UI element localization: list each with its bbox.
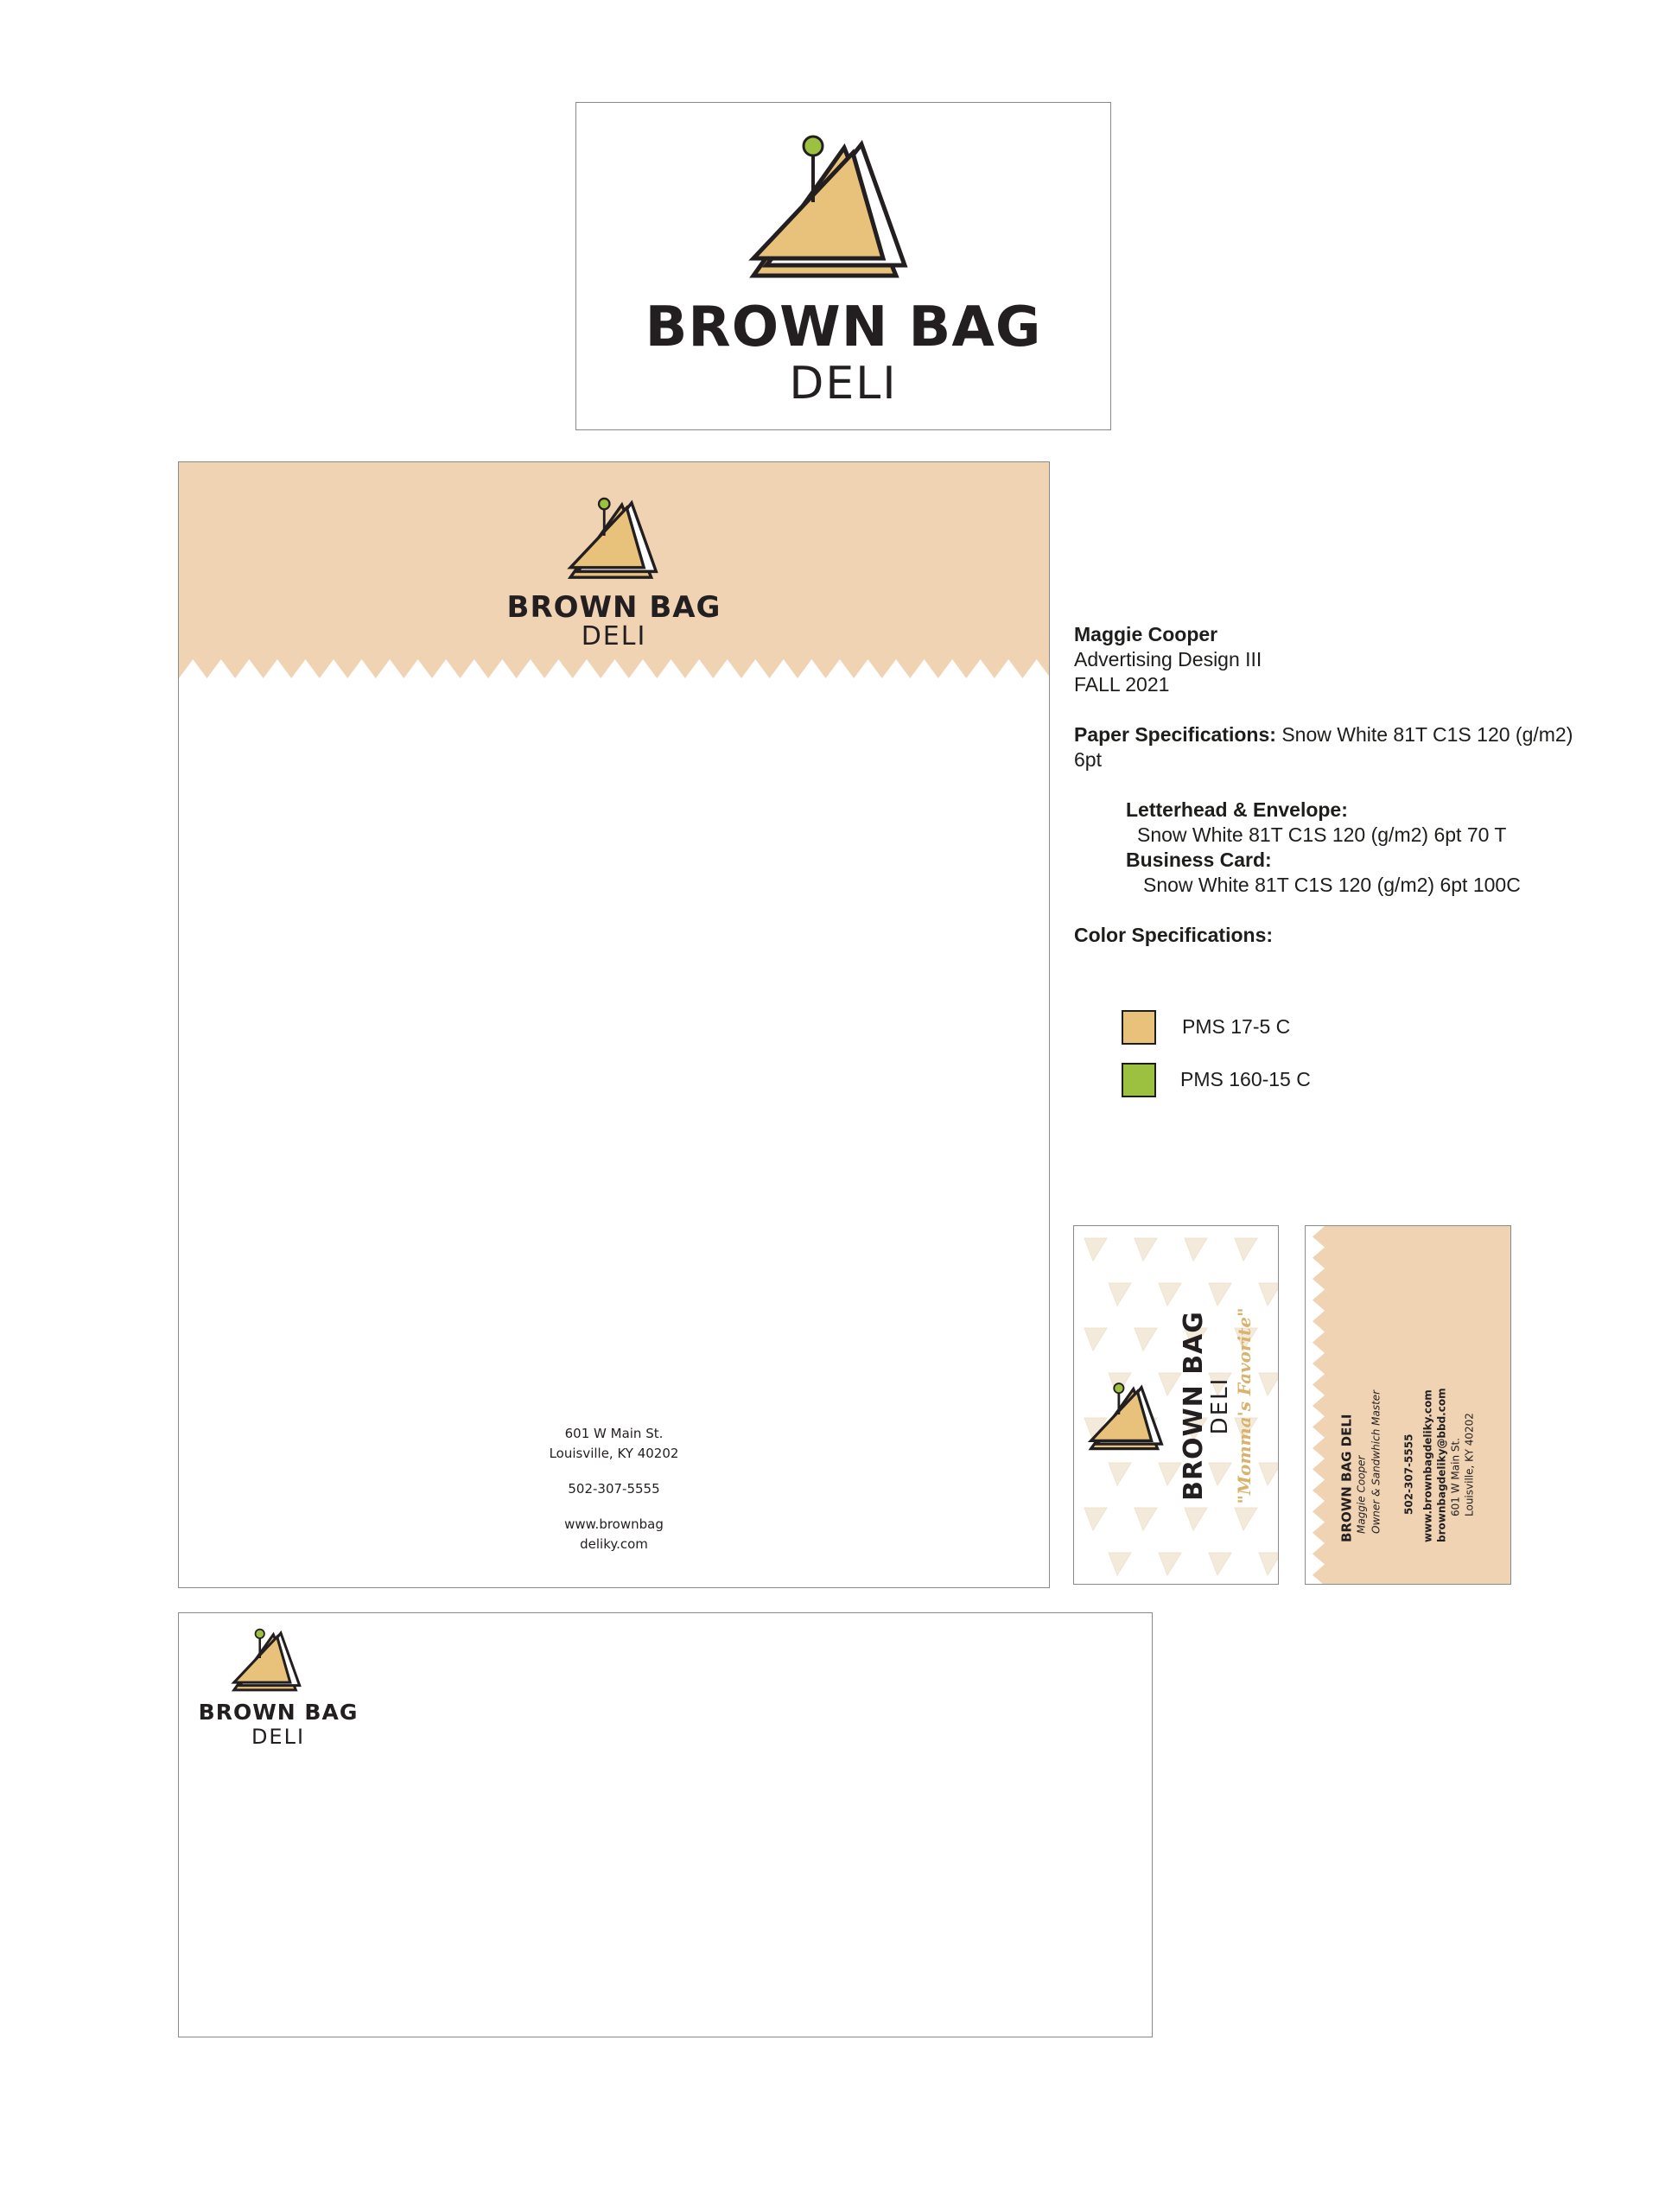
swatch-label-pms-17-5: PMS 17-5 C — [1182, 1015, 1291, 1038]
card-front-line1: BROWN BAG — [1179, 1311, 1209, 1501]
card-front-tagline: "Momma's Favorite" — [1234, 1307, 1255, 1504]
card-spec-label: Business Card: — [1126, 849, 1272, 871]
swatch-pms-160-15 — [1122, 1063, 1156, 1097]
card-back-website: www.brownbagdeliky.com — [1421, 1389, 1434, 1542]
letterhead-logo-line1: BROWN BAG — [506, 590, 721, 625]
sandwich-logo-icon — [706, 120, 965, 284]
letterhead-spec-label: Letterhead & Envelope: — [1126, 798, 1348, 821]
swatch-label-pms-160-15: PMS 160-15 C — [1180, 1068, 1311, 1090]
letterhead — [178, 461, 1050, 1588]
spec-panel — [1074, 622, 1592, 948]
card-front-line2: DELI — [1207, 1376, 1233, 1435]
letterhead-phone: 502-307-5555 — [568, 1481, 660, 1497]
business-card-back — [1305, 1225, 1511, 1585]
card-back-company: BROWN BAG DELI — [1338, 1414, 1355, 1542]
letterhead-web-line2: deliky.com — [580, 1536, 648, 1552]
card-back-person: Maggie Cooper — [1355, 1455, 1368, 1534]
sandwich-logo-icon — [543, 488, 690, 583]
card-spec-value: Snow White 81T C1S 120 (g/m2) 6pt 100C — [1143, 874, 1521, 896]
envelope-logo-line2: DELI — [251, 1725, 306, 1749]
paper-spec-value: Snow White 81T C1S 120 (g/m2) 6pt — [1074, 723, 1573, 771]
card-back-email: brownbagdeliky@bbd.com — [1435, 1388, 1448, 1542]
letterhead-web-line1: www.brownbag — [564, 1516, 664, 1532]
card-front-rotated — [1090, 1242, 1263, 1570]
swatch-pms-17-5 — [1122, 1010, 1156, 1045]
card-back-address-line1: 601 W Main St. — [1449, 1438, 1462, 1516]
course-name: Advertising Design III — [1074, 648, 1262, 671]
logo-line2: DELI — [789, 358, 898, 410]
card-back-rotated — [1316, 1233, 1502, 1579]
letterhead-spec-value: Snow White 81T C1S 120 (g/m2) 6pt 70 T — [1137, 823, 1507, 846]
sandwich-logo-icon — [1073, 1376, 1190, 1453]
card-back-title: Owner & Sandwhich Master — [1370, 1389, 1382, 1534]
color-spec-label: Color Specifications: — [1074, 924, 1274, 946]
sandwich-logo-icon — [213, 1622, 326, 1694]
card-back-phone: 502-307-5555 — [1402, 1433, 1415, 1515]
letterhead-wordmark — [179, 592, 1049, 651]
letterhead-address-line2: Louisville, KY 40202 — [549, 1446, 679, 1461]
designer-name: Maggie Cooper — [1074, 623, 1218, 645]
logo-wordmark — [576, 297, 1110, 410]
letterhead-logo-line2: DELI — [581, 621, 647, 652]
card-front-wordmark — [1180, 1242, 1232, 1570]
logo-card — [575, 102, 1111, 430]
business-card-front — [1073, 1225, 1279, 1585]
envelope-wordmark — [196, 1700, 360, 1749]
letterhead-contact — [179, 1424, 1049, 1554]
paper-spec — [1074, 722, 1592, 772]
letterhead-address-line1: 601 W Main St. — [564, 1426, 664, 1441]
term: FALL 2021 — [1074, 673, 1170, 696]
card-back-address-line2: Louisville, KY 40202 — [1463, 1413, 1476, 1516]
envelope — [178, 1612, 1153, 2037]
paper-spec-label: Paper Specifications: — [1074, 723, 1276, 746]
logo-line1: BROWN BAG — [645, 296, 1042, 359]
envelope-logo-line1: BROWN BAG — [198, 1700, 359, 1725]
